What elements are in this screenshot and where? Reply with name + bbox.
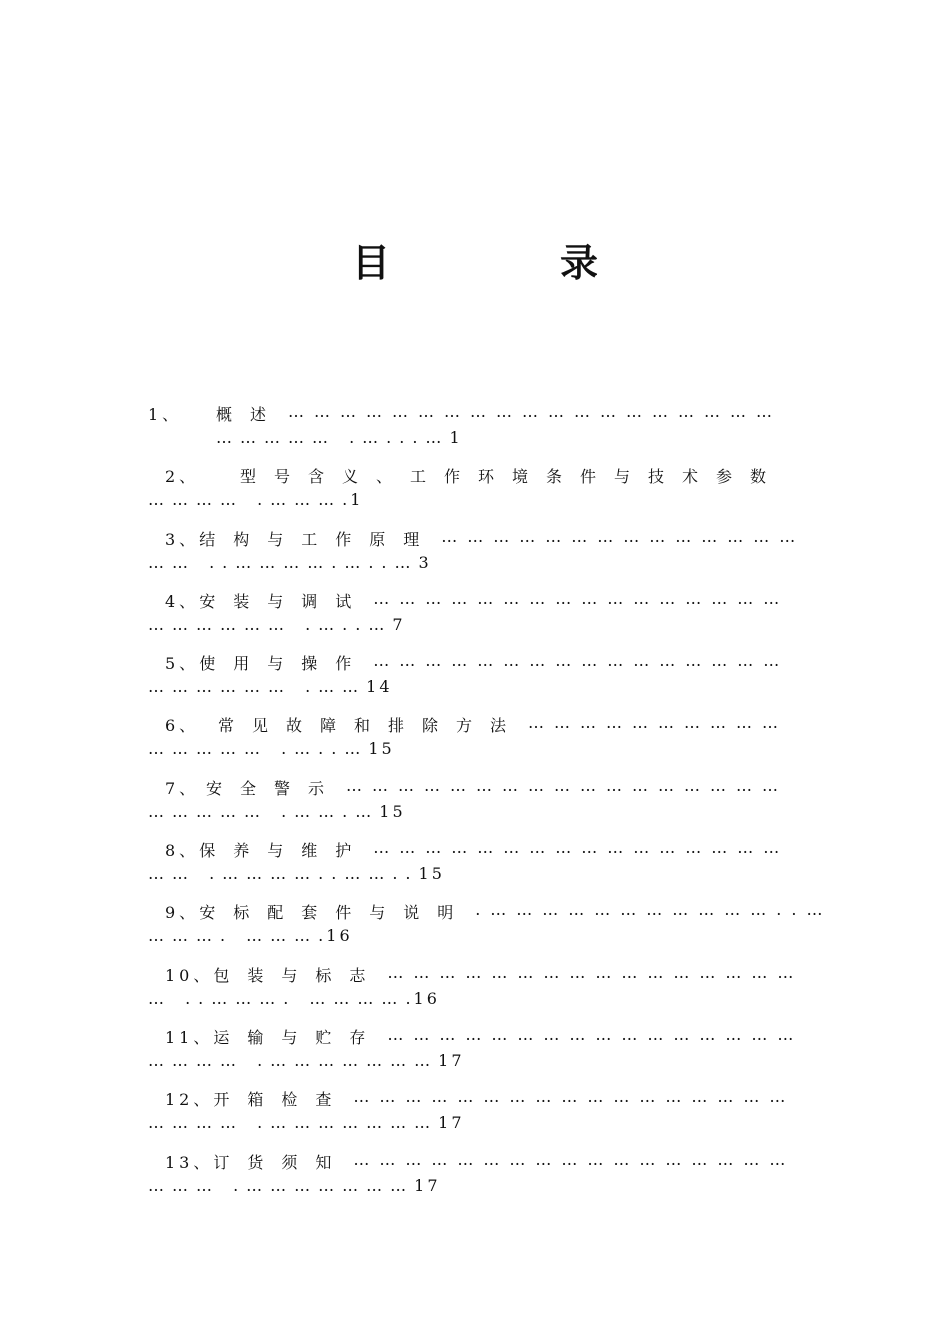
toc-leader-continued: ……………… .…..… (148, 614, 393, 634)
toc-label: 订货须知 (213, 1152, 350, 1172)
toc-number: 10、 (165, 965, 214, 985)
toc-entry[interactable] (148, 713, 798, 775)
toc-page-number: 15 (379, 801, 406, 821)
toc-page-number: 15 (418, 864, 445, 884)
toc-label: 保养与维护 (199, 841, 370, 861)
toc-number: 7、 (165, 778, 200, 798)
toc-number: 9、 (165, 903, 200, 923)
toc-label: 包装与标志 (213, 965, 384, 985)
toc-leader: .……………………………..… (475, 900, 833, 920)
toc-number: 8、 (165, 841, 200, 861)
toc-leader-continued: …………… .…….… (148, 801, 380, 821)
toc-label: 概述 (216, 405, 285, 424)
toc-leader: …………………………………………… (353, 1087, 796, 1107)
toc-entry[interactable] (148, 1024, 804, 1087)
toc-leader: ………………………………………… (373, 838, 790, 858)
toc-leader-continued: ………… .………………… (148, 1113, 439, 1133)
toc-entry[interactable] (148, 1087, 798, 1149)
toc-label: 常见故障和排除方法 (217, 716, 524, 736)
toc-leader-continued: ……… .………………… (148, 1175, 415, 1195)
toc-page-number: 15 (368, 739, 395, 759)
toc-entry[interactable] (148, 464, 798, 526)
toc-entry[interactable] (148, 1150, 798, 1212)
toc-entry[interactable] (148, 838, 798, 900)
toc-page-number: 14 (366, 677, 393, 697)
toc-leader-continued: … ..………. ………… (148, 988, 406, 1008)
toc-leader: …………………………………………… (346, 775, 788, 795)
toc-leader-continued: ………… .………………… (148, 1050, 439, 1070)
page-title (0, 232, 950, 287)
toc-number: 11、 (165, 1027, 214, 1047)
toc-label: 安标配套件与说明 (199, 903, 472, 923)
toc-leader-continued: …………… .…..… (148, 739, 369, 759)
toc-page-number: 17 (414, 1175, 441, 1195)
toc-entry[interactable] (148, 402, 798, 464)
toc-label: 型号含义、工作环境条件与技术参数 (239, 467, 784, 487)
toc-leader: ………………………………………… (387, 1024, 804, 1044)
toc-label: 使用与操作 (199, 654, 370, 674)
toc-leader: ………………………… (528, 713, 788, 733)
toc-label: 运输与贮存 (213, 1027, 384, 1047)
toc-label: 安装与调试 (199, 591, 370, 611)
toc-number: 4、 (165, 591, 200, 611)
toc-entry[interactable] (148, 776, 798, 838)
toc-page-number: 1 (449, 428, 463, 447)
toc-number: 1、 (148, 405, 183, 424)
toc-leader-continued: …………… .…...… (216, 428, 450, 447)
toc-page-number: 17 (438, 1050, 465, 1070)
title-char-2: 录 (560, 241, 599, 285)
table-of-contents (148, 402, 833, 1212)
toc-leader-continued: …… ..………….…..… (148, 552, 419, 572)
toc-entry[interactable] (148, 900, 833, 962)
title-char-1: 目 (351, 241, 390, 285)
toc-number: 3、 (165, 529, 200, 549)
toc-number: 13、 (165, 1152, 214, 1172)
toc-label: 安全警示 (205, 778, 342, 798)
toc-page-number: .16 (318, 926, 353, 946)
toc-label: 开箱检查 (213, 1090, 350, 1110)
toc-page-number: 7 (392, 614, 406, 634)
toc-page-number: .1 (342, 490, 364, 510)
toc-number: 6、 (165, 716, 200, 736)
toc-entry[interactable] (148, 962, 804, 1025)
toc-number: 2、 (165, 467, 200, 487)
toc-page-number: 17 (438, 1113, 465, 1133)
toc-leader: …………………………………………… (353, 1149, 796, 1169)
toc-leader: …………………………………… (441, 526, 806, 546)
toc-entry[interactable] (148, 651, 798, 713)
toc-leader: ………………………………………… (373, 588, 790, 608)
toc-number: 12、 (165, 1090, 214, 1110)
toc-leader-continued: ………. ……… (148, 926, 319, 946)
toc-entry[interactable] (148, 589, 798, 651)
toc-leader: ………………………………………… (387, 962, 804, 982)
toc-page-number: 3 (418, 552, 432, 572)
toc-page-number: .16 (405, 988, 440, 1008)
toc-leader: ………………………………………… (373, 651, 790, 671)
toc-leader-continued: …… .…………..…….. (148, 864, 419, 884)
toc-leader (784, 464, 788, 487)
toc-leader-continued: ………… .……… (148, 490, 343, 510)
toc-leader-continued: ……………… .…… (148, 677, 367, 697)
toc-leader: ………………………………………………… (288, 402, 783, 421)
toc-entry[interactable] (148, 526, 806, 589)
toc-label: 结构与工作原理 (199, 529, 438, 549)
toc-number: 5、 (165, 654, 200, 674)
